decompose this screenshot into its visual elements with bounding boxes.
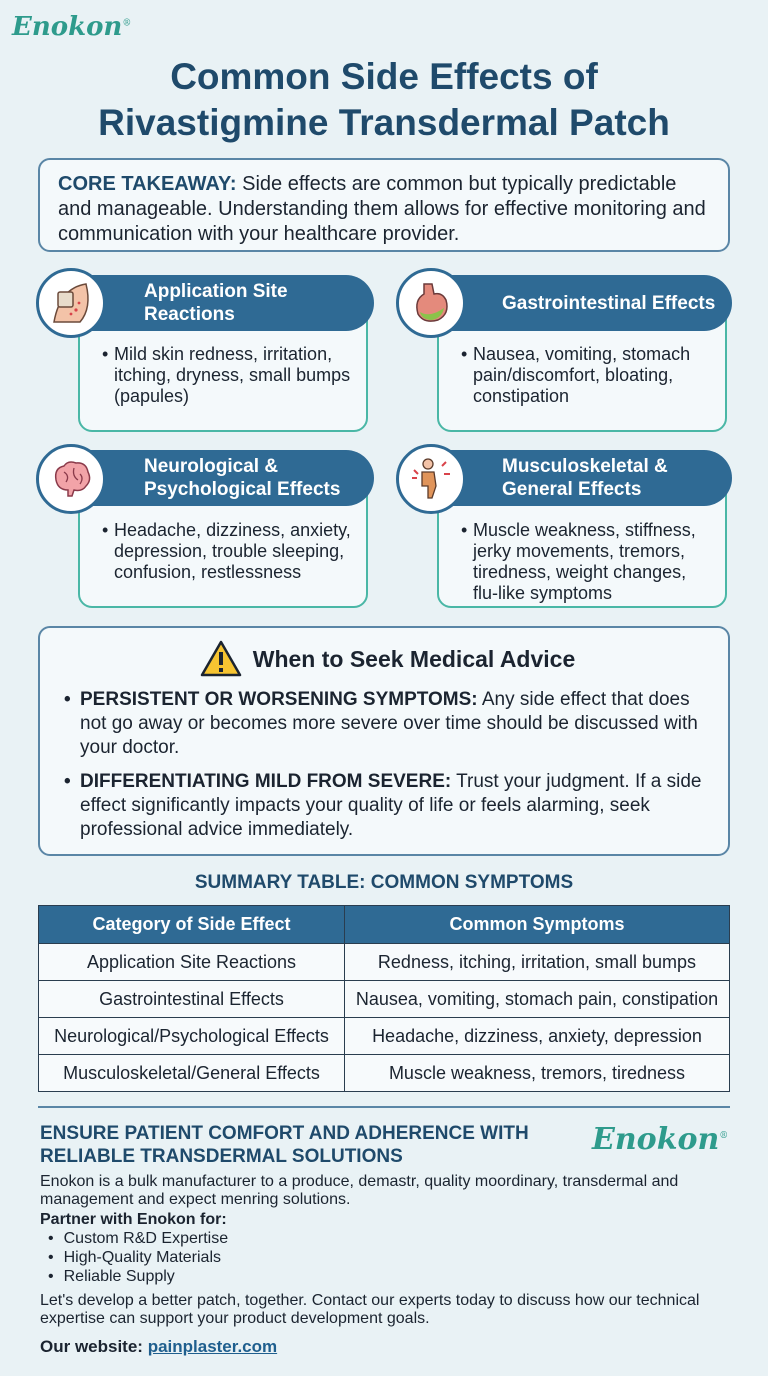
card-title: Neurological & Psychological Effects (144, 456, 341, 500)
advice-title (40, 646, 728, 673)
table-row (39, 944, 730, 981)
brand-name: Enokon (12, 12, 123, 42)
table-row (39, 1018, 730, 1055)
takeaway-label: CORE TAKEAWAY: (58, 173, 237, 195)
table-cell: Musculoskeletal/General Effects (39, 1055, 345, 1092)
medical-advice-box (38, 626, 730, 856)
summary-table (38, 905, 730, 1092)
table-cell: Muscle weakness, tremors, tiredness (345, 1055, 730, 1092)
table-row (39, 981, 730, 1018)
table-header-category: Category of Side Effect (39, 906, 345, 944)
card-body: • Muscle weakness, stiffness, jerky movements, tremors, tiredness, weight changes, flu-like symptoms (473, 520, 713, 604)
card-header (420, 275, 732, 331)
takeaway-text: Side effects are common but typically predictable and manageable. Understanding them allows for effective monitoring and communication with your healthcare provider. (58, 173, 706, 245)
table-cell: Gastrointestinal Effects (39, 981, 345, 1018)
advice-item-label: DIFFERENTIATING MILD FROM SEVERE: (80, 771, 452, 792)
advice-item-label: PERSISTENT OR WORSENING SYMPTOMS: (80, 689, 478, 710)
partner-list (48, 1229, 228, 1286)
card-body: • Nausea, vomiting, stomach pain/discomfort, bloating, constipation (473, 344, 713, 407)
card-body: • Mild skin redness, irritation, itching, dryness, small bumps (papules) (114, 344, 354, 407)
card-body: • Headache, dizziness, anxiety, depression, trouble sleeping, confusion, restlessness (114, 520, 354, 583)
table-header-row (39, 906, 730, 944)
card-header (420, 450, 732, 506)
table-title: SUMMARY TABLE: COMMON SYMPTOMS (194, 872, 574, 893)
table-cell: Headache, dizziness, anxiety, depression (345, 1018, 730, 1055)
skin-patch-icon (36, 268, 106, 338)
warning-icon (200, 640, 242, 678)
registered-mark: ® (122, 18, 132, 29)
brand-logo (12, 12, 131, 42)
brain-icon (36, 444, 106, 514)
brand-logo (592, 1122, 728, 1157)
title-line-2: Rivastigmine Transdermal Patch (98, 102, 670, 143)
page-title (0, 54, 768, 146)
card-title: Application Site Reactions (144, 281, 288, 325)
list-item: • High-Quality Materials (48, 1248, 228, 1267)
core-takeaway-box (38, 158, 730, 252)
card-header (62, 275, 374, 331)
table-header-symptoms: Common Symptoms (345, 906, 730, 944)
aching-person-icon (396, 444, 466, 514)
list-item: • Reliable Supply (48, 1267, 228, 1286)
stomach-icon (396, 268, 466, 338)
website-line (40, 1337, 277, 1357)
table-row (39, 1055, 730, 1092)
advice-title-text: When to Seek Medical Advice (252, 646, 576, 672)
table-cell: Nausea, vomiting, stomach pain, constipation (345, 981, 730, 1018)
registered-mark: ® (719, 1131, 729, 1141)
website-link[interactable]: painplaster.com (147, 1337, 278, 1356)
advice-item (64, 770, 708, 842)
table-cell: Application Site Reactions (39, 944, 345, 981)
card-title: Gastrointestinal Effects (502, 292, 716, 314)
table-cell: Neurological/Psychological Effects (39, 1018, 345, 1055)
table-cell: Redness, itching, irritation, small bumps (345, 944, 730, 981)
partner-heading: Partner with Enokon for: (40, 1211, 227, 1228)
closing-text: Let's develop a better patch, together. Contact our experts today to discuss how our technical expertise can support your product development goals. (40, 1292, 700, 1327)
card-header (62, 450, 374, 506)
title-line-1: Common Side Effects of (170, 56, 598, 97)
company-intro: Enokon is a bulk manufacturer to a produce, demastr, quality moordinary, transdermal and management and expect menring solutions. (40, 1173, 679, 1208)
advice-item-text: Any side effect that does not go away or becomes more severe over time should be discussed with your doctor. (80, 689, 698, 758)
website-label: Our website: (40, 1337, 148, 1356)
advice-item-text: Trust your judgment. If a side effect significantly impacts your quality of life or feels alarming, seek professional advice immediately. (80, 771, 702, 840)
card-title: Musculoskeletal & General Effects (502, 456, 668, 500)
brand-name: Enokon (592, 1122, 720, 1157)
list-item: • Custom R&D Expertise (48, 1229, 228, 1248)
section-divider (38, 1106, 730, 1108)
advice-item (64, 688, 708, 760)
cta-title: ENSURE PATIENT COMFORT AND ADHERENCE WITH RELIABLE TRANSDERMAL SOLUTIONS (40, 1123, 529, 1167)
